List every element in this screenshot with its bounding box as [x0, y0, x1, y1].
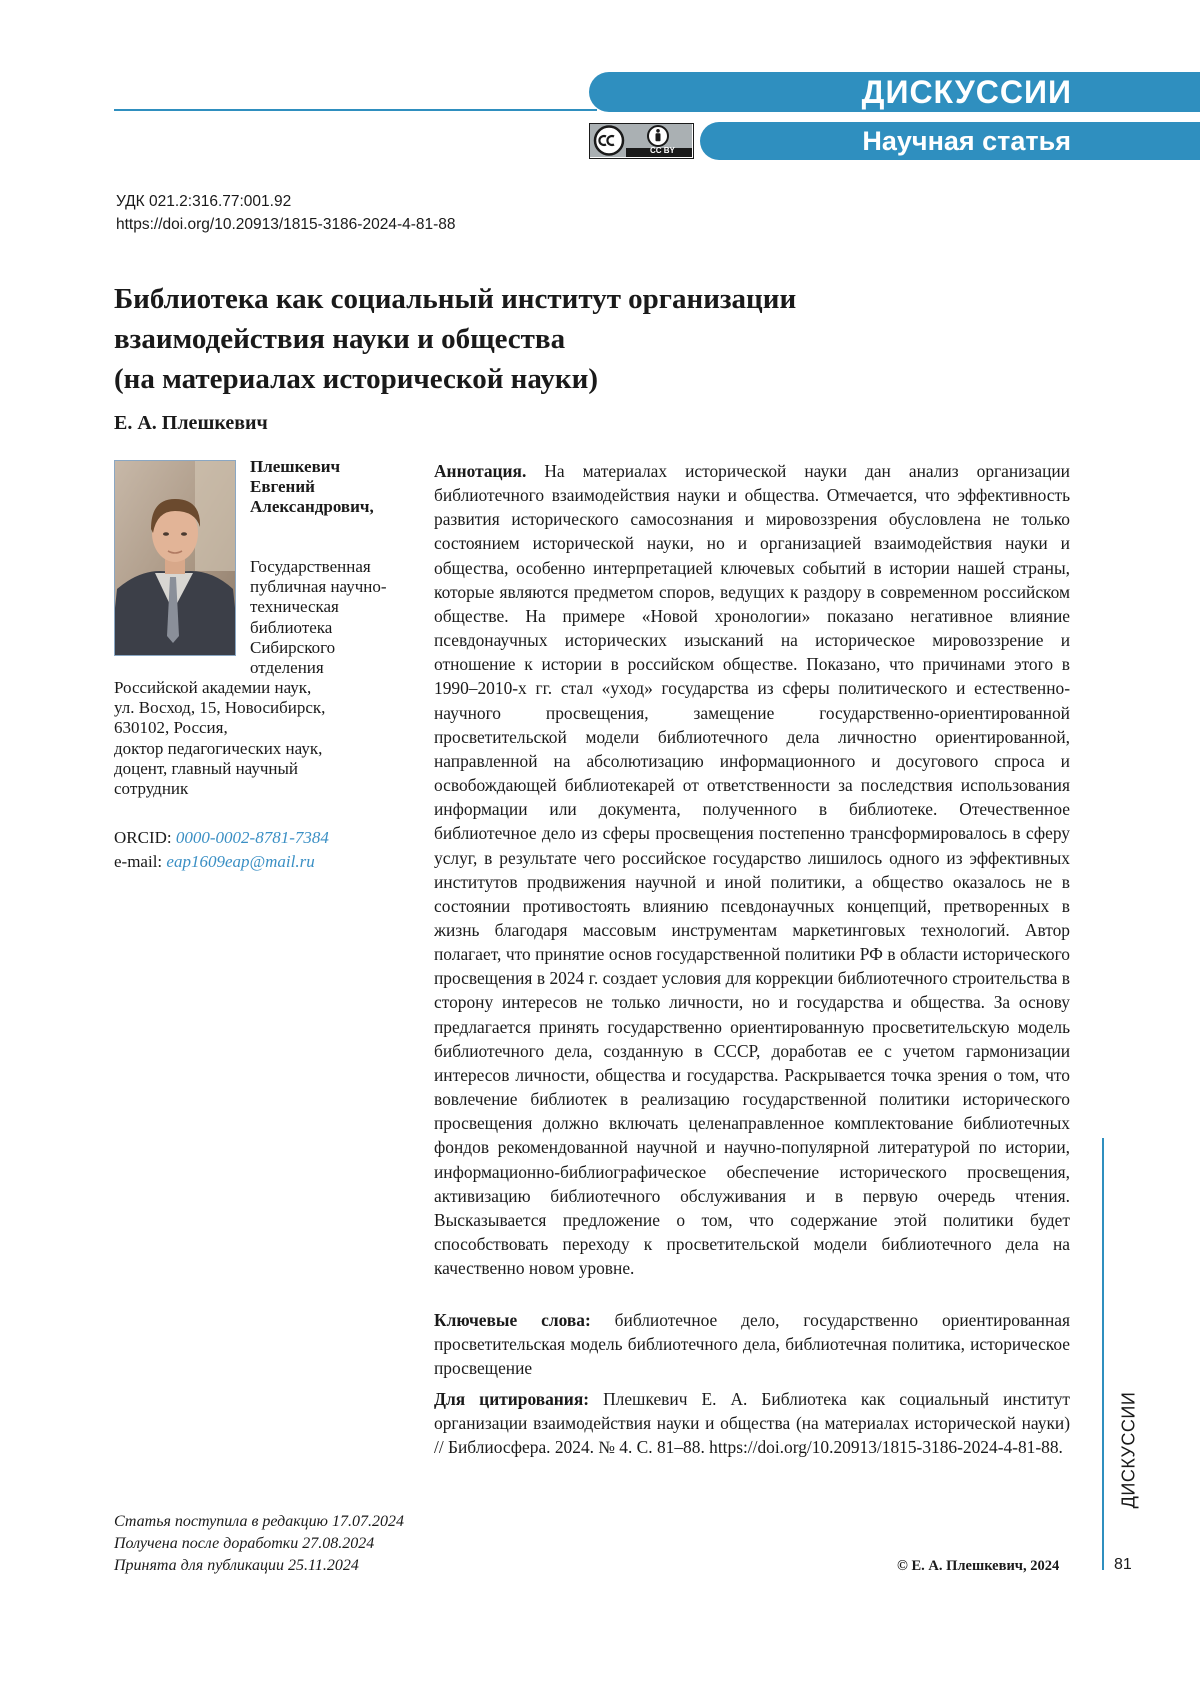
side-rule	[1102, 1138, 1104, 1570]
affiliation-line: библиотека	[250, 618, 420, 638]
affiliation-line: отделения	[250, 658, 420, 678]
affiliation-line: техническая	[250, 597, 420, 617]
publication-dates	[114, 1511, 404, 1577]
author-byline: Е. А. Плешкевич	[114, 412, 268, 435]
affiliation-line: Сибирского	[250, 638, 420, 658]
title-line: Библиотека как социальный институт организации	[114, 279, 914, 319]
accepted-date: Принята для публикации 25.11.2024	[114, 1555, 404, 1577]
side-section-label	[1119, 1390, 1139, 1510]
side-label-text: ДИСКУССИИ	[1119, 1392, 1140, 1509]
keywords-text: библиотечное дело, государственно ориентированная просветительская модель библиотечного дела, библиотечная политика, историческое просвещение	[434, 1310, 1070, 1378]
author-affiliation-continued	[114, 678, 414, 799]
affiliation-line: сотрудник	[114, 779, 414, 799]
license-badge-text: CC BY	[650, 146, 675, 155]
affiliation-line: 630102, Россия,	[114, 718, 414, 738]
author-full-name	[250, 457, 420, 517]
affiliation-line: Российской академии наук,	[114, 678, 414, 698]
received-date: Статья поступила в редакцию 17.07.2024	[114, 1511, 404, 1533]
keywords-label: Ключевые слова:	[434, 1310, 591, 1330]
citation-label: Для цитирования:	[434, 1389, 589, 1409]
udc-code: УДК 021.2:316.77:001.92	[116, 193, 291, 211]
affiliation-line: ул. Восход, 15, Новосибирск,	[114, 698, 414, 718]
copyright-notice: © Е. А. Плешкевич, 2024	[897, 1558, 1059, 1575]
cc-by-icon[interactable]	[589, 123, 694, 159]
section-title: ДИСКУССИИ	[862, 74, 1072, 111]
article-type: Научная статья	[862, 126, 1071, 157]
affiliation-line: доктор педагогических наук,	[114, 739, 414, 759]
orcid-link[interactable]: 0000-0002-8781-7384	[176, 828, 329, 847]
author-photo	[114, 460, 236, 656]
name-line: Евгений	[250, 477, 420, 497]
affiliation-line: публичная научно-	[250, 577, 420, 597]
email-label: e-mail:	[114, 852, 162, 871]
abstract-label: Аннотация.	[434, 461, 526, 481]
article-type-banner	[700, 122, 1200, 160]
email-link[interactable]: eap1609eap@mail.ru	[166, 852, 314, 871]
title-line: (на материалах исторической науки)	[114, 359, 914, 399]
page-number: 81	[1114, 1556, 1132, 1574]
author-affiliation	[250, 557, 420, 678]
section-banner	[589, 72, 1200, 112]
citation-text: Плешкевич Е. А. Библиотека как социальный институт организации взаимодействия науки и общества (на материалах исторической науки) // Библиосфера. 2024. № 4. С. 81–88. https://doi.org/10.20913/1815-3186-2024-4-81-88.	[434, 1389, 1070, 1457]
affiliation-line: доцент, главный научный	[114, 759, 414, 779]
page-title	[114, 279, 914, 399]
keywords	[434, 1308, 1070, 1380]
name-line: Александрович,	[250, 497, 420, 517]
email-row	[114, 850, 315, 874]
abstract-text: На материалах исторической науки дан анализ организации библиотечного взаимодействия науки и общества. Отмечается, что эффективность развития исторического самосознания и мировоззрения обусловлена не только состоянием исторической науки, но и организацией взаимодействия науки и общества, особенно интерпретацией ключевых событий в истории нашей страны, которые являются предметом споров, ведущих к раздору в современном российском обществе. На примере «Новой хронологии» показано негативное влияние псевдонаучных исторических изысканий на историческое мировоззрение и отношение к истории в российском обществе. Показано, что причинами этого в 1990–2010-х гг. стал «уход» государства из сферы политического и естественно-научного просвещения, замещение государственно-ориентированной просветительской модели библиотечного дела личностно ориентированной, направленной на абсолютизацию информационного и досугового спроса и освобождающей библиотекарей от ответственности за последствия использования информации или документа, полученного в библиотеке. Отечественное библиотечное дело из сферы просвещения постепенно трансформировалось в сферу услуг, в результате чего российское государство лишилось одного из эффективных институтов продвижения научной и иной политики, а общество оказалось не в состоянии противостоять влиянию псевдонаучных концепций, претворенных в жизнь благодаря массовым инструментам маркетинговых технологий. Автор полагает, что принятие основ государственной политики РФ в области исторического просвещения в 2024 г. создает условия для коррекции библиотечного строительства в сторону интересов не только личности, но и государства и общества. За основу предлагается принять государственно ориентированную просветительскую модель библиотечного дела, созданную в СССР, доработав ее с учетом гармонизации интересов личности, общества и государства. Раскрывается точка зрения о том, что вовлечение библиотек в реализацию государственной политики исторического просвещения должно включать целенаправленное комплектование библиотечных фондов рекомендованной научной и научно-популярной литературой по истории, информационно-библиографическое обеспечение исторического просвещения, активизацию библиотечного обслуживания и в первую очередь чтения. Высказывается предложение о том, что содержание этой политики будет способствовать переходу к просветительской модели библиотечного дела на качественно новом уровне.	[434, 461, 1070, 1278]
header-rule	[114, 109, 597, 111]
abstract	[434, 459, 1070, 1280]
doi-link[interactable]: https://doi.org/10.20913/1815-3186-2024-4-81-88	[116, 216, 456, 234]
affiliation-line: Государственная	[250, 557, 420, 577]
citation	[434, 1387, 1070, 1459]
title-line: взаимодействия науки и общества	[114, 319, 914, 359]
name-line: Плешкевич	[250, 457, 420, 477]
orcid-row	[114, 826, 329, 850]
revised-date: Получена после доработки 27.08.2024	[114, 1533, 404, 1555]
orcid-label: ORCID:	[114, 828, 172, 847]
